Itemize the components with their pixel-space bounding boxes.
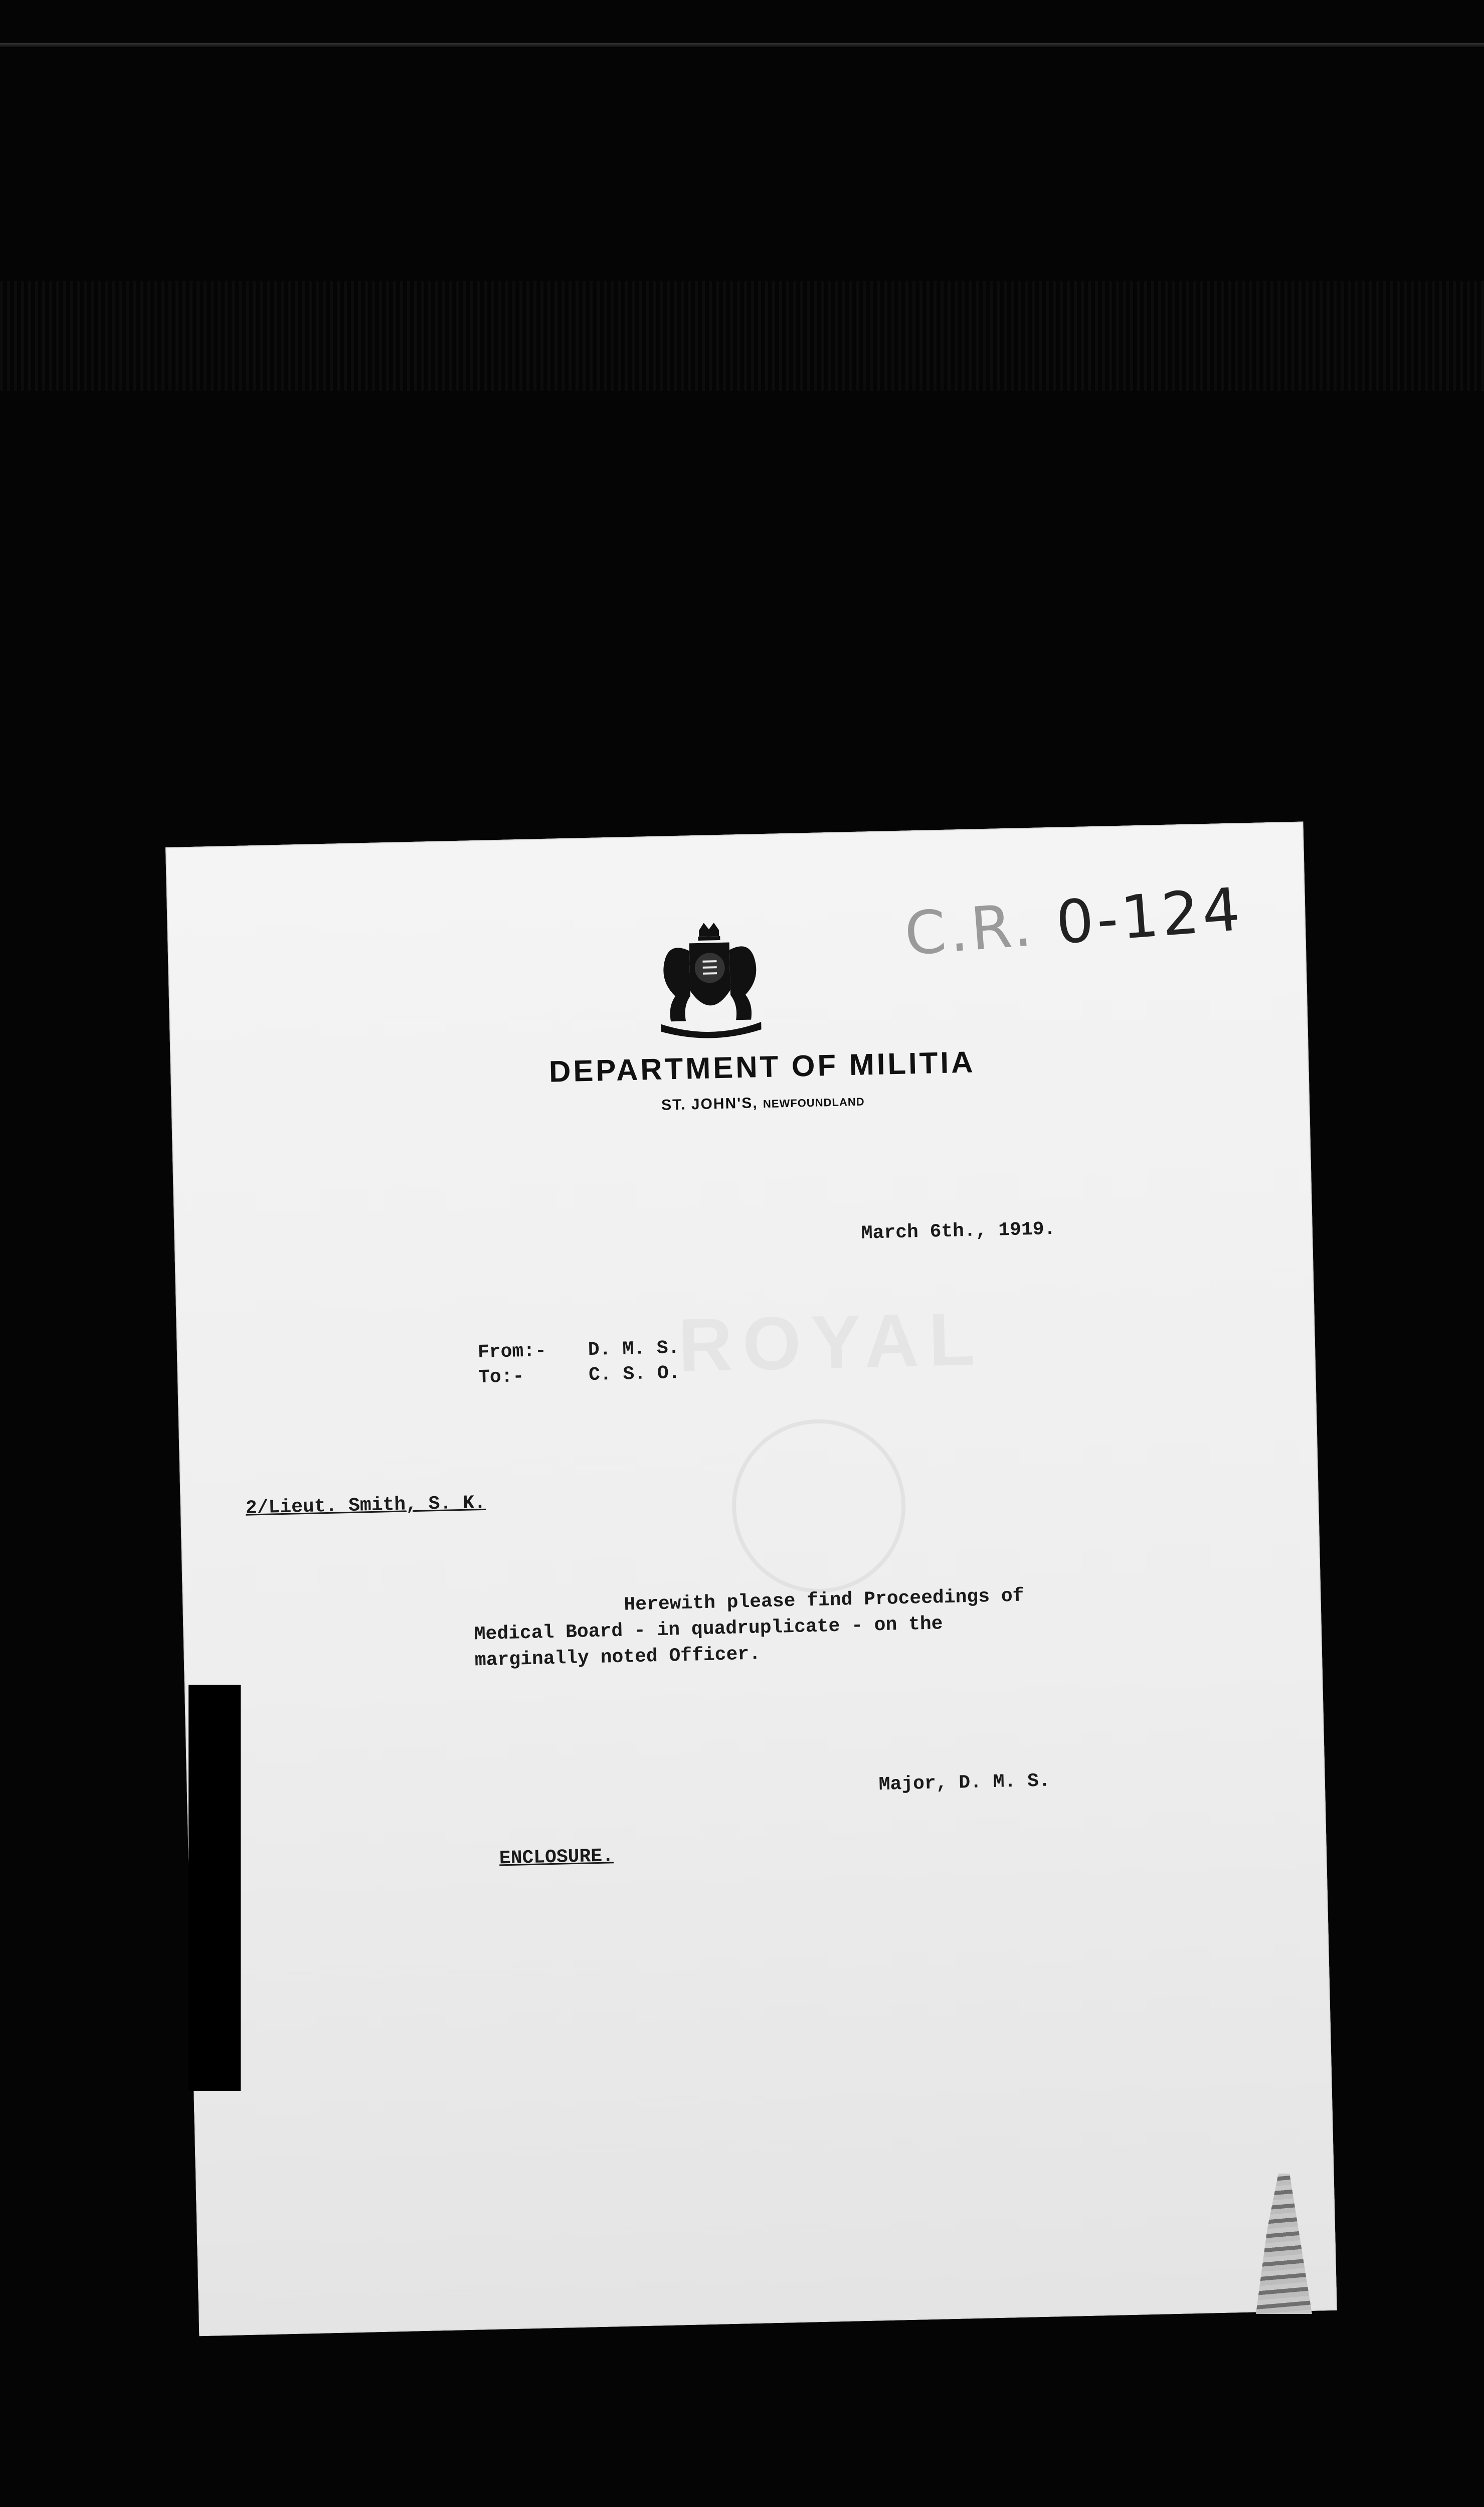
- body-line-3: marginally noted Officer.: [474, 1643, 761, 1672]
- enclosure-note: ENCLOSURE.: [499, 1845, 614, 1870]
- letter-sheet: [165, 821, 1337, 2336]
- from-label: From:-: [477, 1340, 547, 1364]
- letter-date: March 6th., 1919.: [861, 1218, 1056, 1244]
- subject-officer: 2/Lieut. Smith, S. K.: [245, 1492, 486, 1519]
- royal-coat-of-arms-icon: [639, 919, 782, 1042]
- letterhead-title: DEPARTMENT OF MILITIA: [548, 1045, 976, 1089]
- body-line-2: Medical Board - in quadruplicate - on the: [474, 1613, 943, 1646]
- letterhead-province: NEWFOUNDLAND: [763, 1095, 865, 1111]
- scan-edge-line: [0, 43, 1484, 47]
- binder-tab: [189, 1685, 241, 2091]
- body-line-1: Herewith please find Proceedings of: [624, 1585, 1024, 1616]
- to-value: C. S. O.: [588, 1362, 680, 1386]
- from-value: D. M. S.: [588, 1337, 680, 1361]
- letterhead-city: ST. JOHN'S,: [661, 1095, 758, 1114]
- handwritten-file-number: 0-124: [1053, 874, 1245, 958]
- cr-stamp: C.R.: [902, 890, 1037, 969]
- signature-line: Major, D. M. S.: [878, 1770, 1051, 1796]
- faint-bleed-through-stamp: ROYAL: [677, 1296, 986, 1388]
- file-number-annotation: [902, 874, 1245, 969]
- to-label: To:-: [478, 1366, 524, 1389]
- scan-noise-band: [0, 281, 1484, 391]
- faint-seal-mark: [730, 1417, 907, 1595]
